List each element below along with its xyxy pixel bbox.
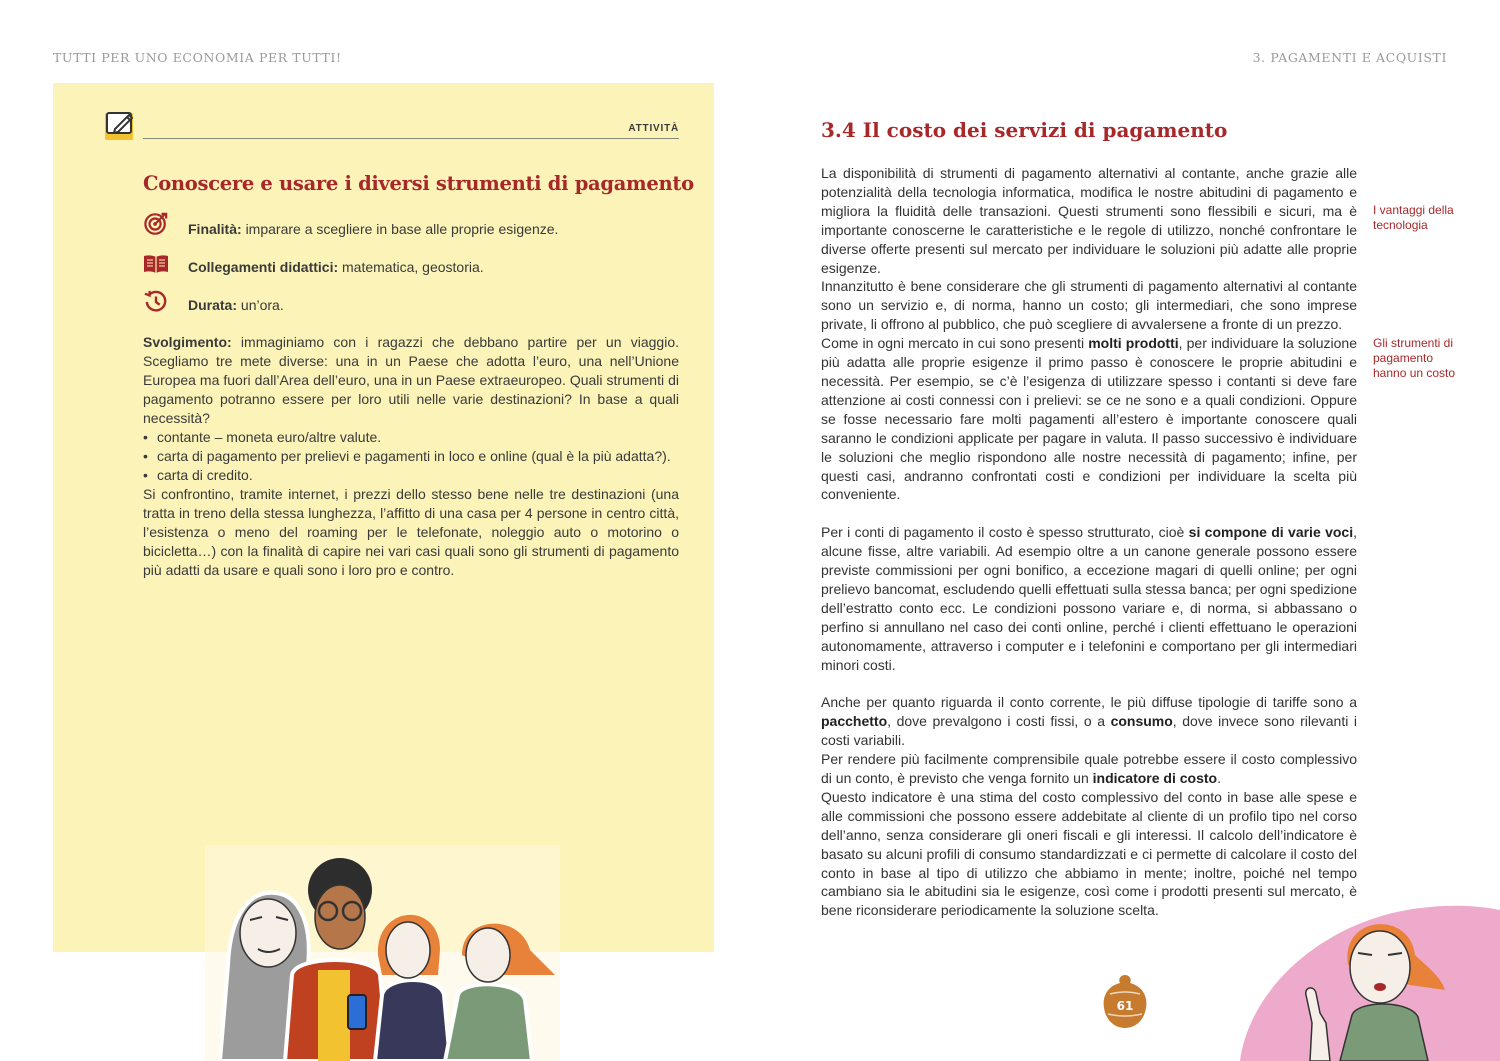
clock-icon <box>143 290 169 314</box>
activity-label: ATTIVITÀ <box>628 123 679 134</box>
finalita-text: imparare a scegliere in base alle proprie esigenze. <box>245 221 559 237</box>
durata-label: Durata: <box>188 297 238 313</box>
section-title: 3.4 Il costo dei servizi di pagamento <box>821 118 1228 142</box>
notepad-pencil-icon <box>103 108 137 142</box>
paragraph-4: Per i conti di pagamento il costo è spesso strutturato, cioè si compone di varie voci, alcune fisse, altre variabili. Ad esempio oltre a un canone generale possono essere previste commissioni per ogni bonifico, a eccezione magari di quelli online; per ogni prelievo bancomat, escludendo quelli effettuati sulla stessa banca; per ogni spedizione dell’estratto conto ecc. Le condizioni possono variare e, di norma, si abbassano o perfino si annullano nel caso dei conti online, perché i clienti effettuano le operazioni autonomamente, attraverso i computer e i telefonini e comportano per gli intermediari minori costi. <box>821 524 1357 673</box>
svolgimento-text: immaginiamo con i ragazzi che debbano partire per un viaggio. Scegliamo tre mete diverse: una in un Paese che adotta l’euro, una nell’Unione Europea ma fuori dall’Area dell’euro, una in un Paese extraeuropeo. Quali strumenti di pagamento potranno essere per loro utili nelle varie destinazioni? In base a quali necessità? <box>143 334 680 426</box>
activity-rule <box>143 138 679 139</box>
running-head-left: TUTTI PER UNO ECONOMIA PER TUTTI! <box>53 50 342 65</box>
target-icon <box>143 212 169 236</box>
paragraph-1: La disponibilità di strumenti di pagamento alternativi al contante, anche grazie alle potenzialità della tecnologia informatica, modifica le nostre abitudini di pagamento e migliora la fluidità delle transazioni. Questi strumenti sono flessibili e sicuri, ma è importante conoscerne le caratteristiche e le regole di utilizzo, nonché confrontare le diverse offerte presenti sul mercato per individuare le soluzioni più adatte alle proprie esigenze. <box>821 165 1357 276</box>
bullet-item: • carta di credito. <box>143 466 679 485</box>
paragraph-5: Anche per quanto riguarda il conto corrente, le più diffuse tipologie di tariffe sono a pacchetto, dove prevalgono i costi fissi, o a consumo, dove invece sono rilevanti i costi variabili. <box>821 694 1358 749</box>
page-number: 61 <box>1116 999 1134 1013</box>
book-icon <box>143 252 169 276</box>
paragraph-2: Innanzitutto è bene considerare che gli strumenti di pagamento alternativi al contante sono un servizio e, di norma, hanno un costo; gli intermediari, che sono imprese private, li offrono al pubblico, che può scegliere di avvalersene a fronte di un prezzo. <box>821 278 1357 333</box>
paragraph-6: Per rendere più facilmente comprensibile quale potrebbe essere il costo complessivo di un conto, è previsto che venga fornito un indicatore di costo. <box>821 751 1357 786</box>
activity-title: Conoscere e usare i diversi strumenti di pagamento <box>143 172 694 195</box>
collegamenti-label: Collegamenti didattici: <box>188 259 339 275</box>
durata-text: un’ora. <box>240 297 284 313</box>
running-head-right: 3. PAGAMENTI E ACQUISTI <box>1252 50 1447 65</box>
paragraph-7: Questo indicatore è una stima del costo complessivo del conto in base alle spese e alle commissioni che possono essere addebitate al cliente di un profilo tipo nel corso dell’anno, senza considerare gli oneri fiscali e gli interessi. Il calcolo dell’indicatore è basato su alcuni profili di consumo standardizzati e ci permette di calcolare il costo del conto in base al tipo di utilizzo che abbiamo in mente; inoltre, poiché nel tempo cambiano sia le abitudini sia le esigenze, così come i prodotti presenti sul mercato, è bene riconsiderare periodicamente la soluzione scelta. <box>821 788 1357 919</box>
svolgimento-closing: Si confrontino, tramite internet, i prezzi dello stesso bene nelle tre destinazioni (una tratta in treno della stessa lunghezza, l’affitto di una casa per 4 persone in centro città, l’esistenza o meno del roaming per le telefonate, noleggio auto o motorino o bicicletta…) con la finalità di capire nei vari casi quali sono gli strumenti di pagamento più adatti da usare e quali sono i loro pro e contro. <box>143 486 679 578</box>
paragraph-3: Come in ogni mercato in cui sono presenti molti prodotti, per individuare la soluzione più adatta alle proprie esigenze il primo passo è conoscere le proprie abitudini e necessità. Per esempio, se c’è l’esigenza di utilizzare spesso i contanti si deve fare attenzione ai costi connessi con i prelievi: se ce ne sono e a quali condizioni. Oppure se fosse necessario fare molti pagamenti all’estero è importante conoscere quali saranno le condizioni applicate per pagare in valuta. Il passo successivo è individuare le soluzioni che meglio rispondono alle nostre necessità di pagamento; infine, per questi casi, andranno confrontati costi e condizioni per individuare la scelta più conveniente. <box>821 335 1357 503</box>
collegamenti-text: matematica, geostoria. <box>342 259 484 275</box>
margin-note-cost: Gli strumenti di pagamento hanno un costo <box>1373 336 1456 380</box>
svolgimento-label: Svolgimento: <box>143 334 232 350</box>
margin-note-technology: I vantaggi della tecnologia <box>1373 203 1454 232</box>
bullet-list <box>143 428 679 485</box>
bullet-item: • carta di pagamento per prelievi e pagamenti in loco e online (qual è la più adatta?). <box>143 447 679 466</box>
group-of-teens-illustration <box>200 845 570 1061</box>
girl-thinking-illustration <box>1240 895 1500 1061</box>
bullet-item: • contante – moneta euro/altre valute. <box>143 428 679 447</box>
svolgimento-block <box>143 333 679 580</box>
section-body <box>821 164 1357 920</box>
page-number-badge <box>1100 972 1150 1032</box>
finalita-label: Finalità: <box>188 221 242 237</box>
